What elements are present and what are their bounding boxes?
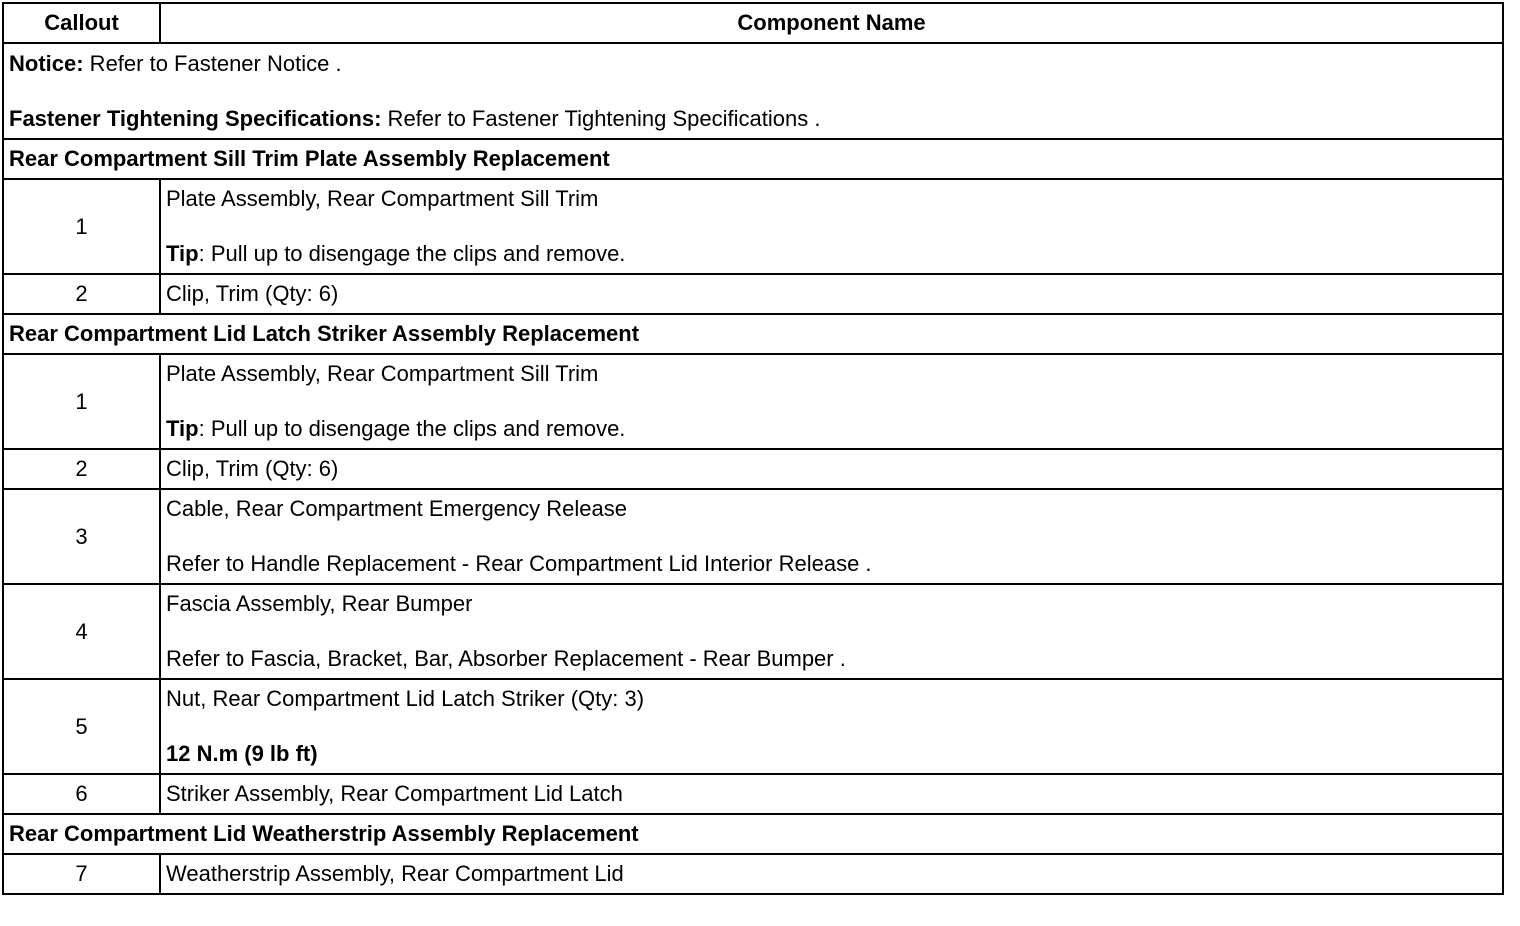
spec-line — [9, 106, 1497, 132]
notice-text: Refer to Fastener Notice . — [83, 50, 342, 76]
tip-label: Tip — [166, 416, 199, 441]
section-header — [3, 314, 1503, 354]
component-cell — [160, 354, 1503, 449]
component-name: Fascia Assembly, Rear Bumper — [166, 591, 473, 616]
table-row — [3, 584, 1503, 679]
component-note — [166, 241, 1497, 267]
callout-number: 2 — [3, 449, 160, 489]
section-title: Rear Compartment Sill Trim Plate Assembly Replacement — [3, 139, 1503, 179]
section-header — [3, 814, 1503, 854]
component-name: Plate Assembly, Rear Compartment Sill Trim — [166, 186, 599, 211]
callout-number: 5 — [3, 679, 160, 774]
notice-cell — [3, 43, 1503, 139]
notice-line — [9, 51, 1497, 77]
section-title: Rear Compartment Lid Latch Striker Assembly Replacement — [3, 314, 1503, 354]
callout-number: 6 — [3, 774, 160, 814]
reference-link[interactable]: Refer to Handle Replacement - Rear Compartment Lid Interior Release . — [166, 551, 872, 576]
header-row — [3, 3, 1503, 43]
notice-row — [3, 43, 1503, 139]
table-row — [3, 489, 1503, 584]
table-row — [3, 449, 1503, 489]
callout-number: 2 — [3, 274, 160, 314]
torque-spec: 12 N.m (9 lb ft) — [166, 741, 318, 766]
component-name: Weatherstrip Assembly, Rear Compartment Lid — [160, 854, 1503, 894]
callout-number: 7 — [3, 854, 160, 894]
header-component-name: Component Name — [160, 3, 1503, 43]
component-cell — [160, 584, 1503, 679]
tip-text: : Pull up to disengage the clips and remove. — [198, 241, 626, 266]
component-cell — [160, 679, 1503, 774]
component-table — [2, 2, 1504, 895]
tip-text: : Pull up to disengage the clips and remove. — [198, 416, 626, 441]
reference-link[interactable]: Refer to Fascia, Bracket, Bar, Absorber Replacement - Rear Bumper . — [166, 646, 846, 671]
tip-label: Tip — [166, 241, 199, 266]
notice-label: Notice: — [9, 50, 84, 76]
component-name: Plate Assembly, Rear Compartment Sill Trim — [166, 361, 599, 386]
table-row — [3, 179, 1503, 274]
callout-number: 1 — [3, 179, 160, 274]
section-header — [3, 139, 1503, 179]
table-row — [3, 854, 1503, 894]
callout-number: 3 — [3, 489, 160, 584]
component-name: Clip, Trim (Qty: 6) — [160, 274, 1503, 314]
table-row — [3, 354, 1503, 449]
component-name: Nut, Rear Compartment Lid Latch Striker (Qty: 3) — [166, 686, 645, 711]
component-name: Striker Assembly, Rear Compartment Lid Latch — [160, 774, 1503, 814]
table-row — [3, 274, 1503, 314]
table-row — [3, 679, 1503, 774]
callout-number: 4 — [3, 584, 160, 679]
component-cell — [160, 489, 1503, 584]
component-cell — [160, 179, 1503, 274]
component-name: Clip, Trim (Qty: 6) — [160, 449, 1503, 489]
header-callout: Callout — [3, 3, 160, 43]
callout-number: 1 — [3, 354, 160, 449]
section-title: Rear Compartment Lid Weatherstrip Assembly Replacement — [3, 814, 1503, 854]
spec-label: Fastener Tightening Specifications: — [9, 105, 382, 131]
table-row — [3, 774, 1503, 814]
spec-text: Refer to Fastener Tightening Specifications . — [381, 105, 821, 131]
component-note — [166, 416, 1497, 442]
component-name: Cable, Rear Compartment Emergency Release — [166, 496, 627, 521]
